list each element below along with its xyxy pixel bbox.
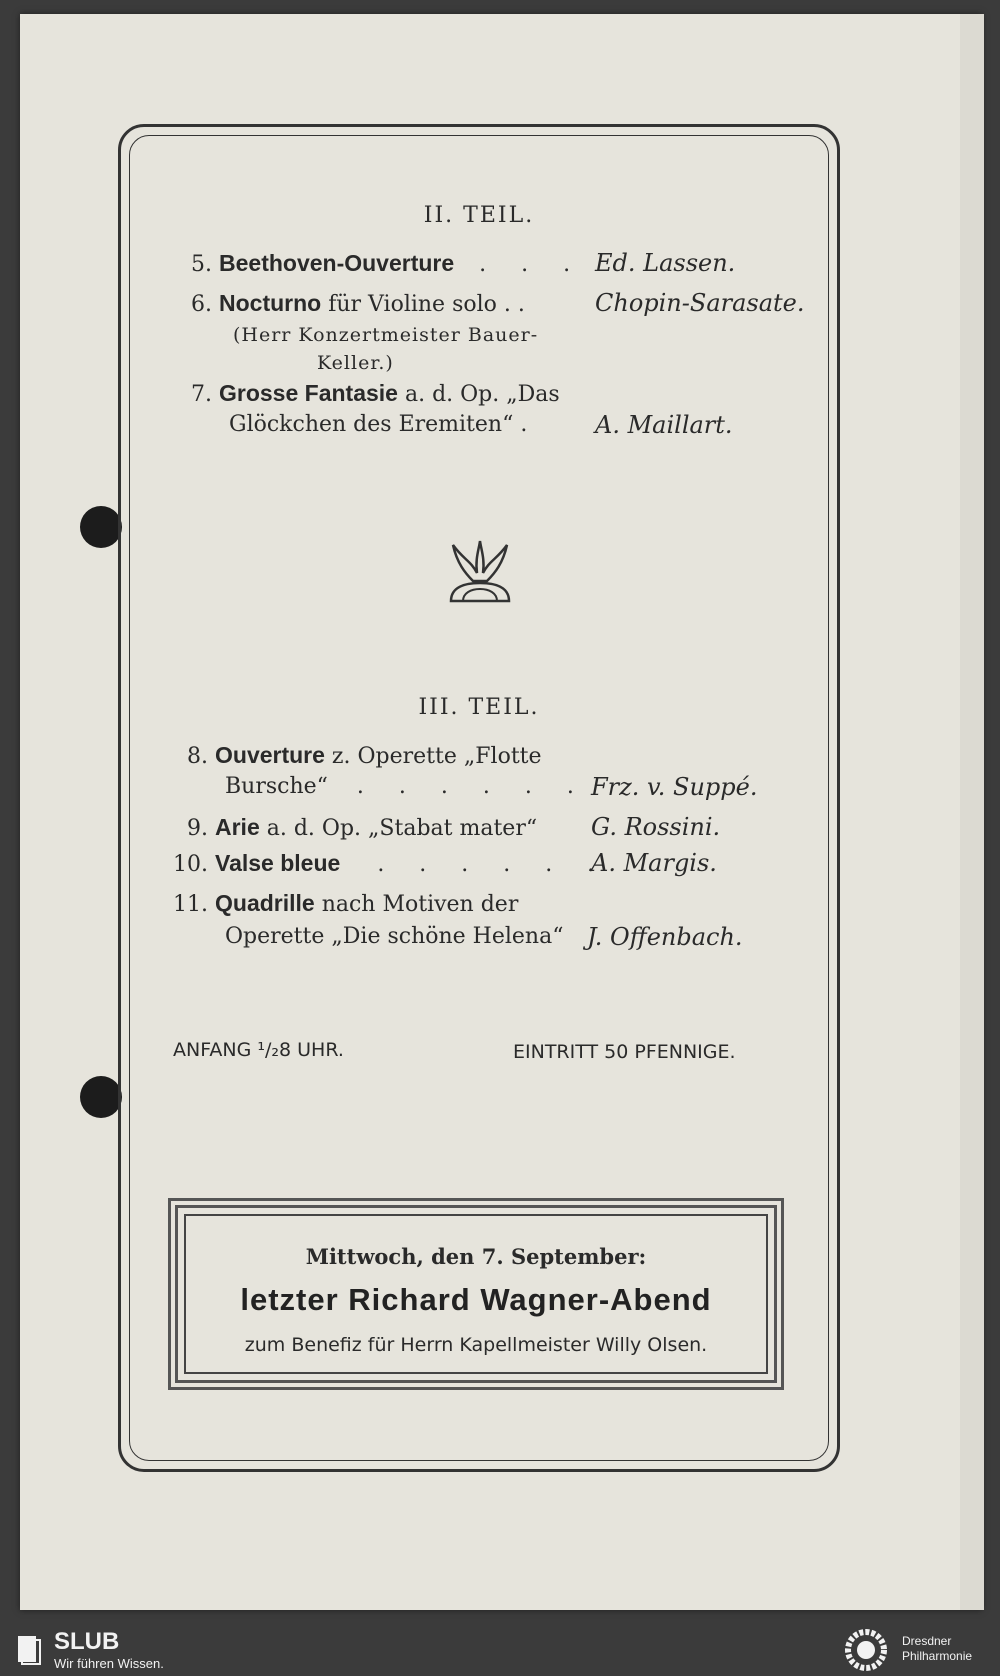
item-title: Valse bleue	[215, 850, 341, 876]
item-number: 9.	[187, 816, 208, 841]
item-rest: nach Motiven der	[314, 892, 519, 917]
item-title: Ouverture	[215, 742, 325, 768]
composer-10: A. Margis.	[591, 849, 717, 877]
item-8	[187, 739, 542, 773]
composer-9: G. Rossini.	[591, 813, 721, 841]
item-title: Quadrille	[215, 890, 315, 916]
composer-7: A. Maillart.	[595, 411, 733, 439]
part3-title: III. TEIL.	[418, 695, 540, 720]
bottom-bar	[0, 1624, 1000, 1676]
announcement-title: letzter Richard Wagner-Abend	[240, 1282, 712, 1317]
start-time: ANFANG ¹/₂8 UHR.	[173, 1039, 344, 1061]
punch-hole-top	[80, 506, 122, 548]
composer-11: J. Offenbach.	[587, 923, 743, 951]
item-line-2: Bursche“	[225, 774, 328, 799]
philharmonie-line-1: Dresdner	[902, 1634, 952, 1648]
slub-tagline: Wir führen Wissen.	[54, 1656, 164, 1671]
item-number: 5.	[191, 252, 212, 277]
entry-fee: EINTRITT 50 PFENNIGE.	[513, 1041, 736, 1063]
item-number: 8.	[187, 744, 208, 769]
announcement-box	[168, 1198, 784, 1390]
punch-hole-bottom	[80, 1076, 122, 1118]
item-7-line-2: Glöckchen des Eremiten“ .	[229, 412, 528, 437]
item-title: Beethoven-Ouverture	[219, 250, 455, 276]
item-number: 11.	[173, 892, 208, 917]
item-5	[191, 247, 584, 281]
item-9	[187, 811, 537, 845]
philharmonie-logo-icon	[842, 1628, 890, 1672]
leader-dots: . . . . . .	[377, 852, 609, 877]
item-6-note-2: Keller.)	[317, 352, 394, 374]
item-6	[191, 287, 525, 321]
lily-ornament-icon	[445, 539, 515, 611]
composer-5: Ed. Lassen.	[595, 249, 736, 277]
item-6-note-1: (Herr Konzertmeister Bauer-	[233, 324, 539, 346]
item-8-line-2	[225, 771, 588, 803]
announcement-date: Mittwoch, den 7. September:	[305, 1244, 647, 1269]
philharmonie-logo-text	[902, 1634, 972, 1664]
slub-logo-text: SLUB	[54, 1628, 120, 1655]
page-edge	[960, 14, 984, 1610]
item-number: 10.	[173, 852, 208, 877]
part2-title: II. TEIL.	[423, 203, 535, 228]
item-10	[173, 847, 608, 881]
composer-6: Chopin-Sarasate.	[595, 289, 805, 317]
composer-8: Frz. v. Suppé.	[591, 773, 758, 801]
item-title: Grosse Fantasie	[219, 380, 398, 406]
item-rest: a. d. Op. „Stabat mater“	[259, 816, 538, 841]
announcement-subtitle: zum Benefiz für Herrn Kapellmeister Willy Olsen.	[244, 1334, 708, 1356]
leader-dots: . . .	[479, 252, 585, 277]
item-title: Nocturno	[219, 290, 322, 316]
item-11	[173, 887, 518, 921]
item-number: 7.	[191, 382, 212, 407]
leader-dots: . . . . . .	[356, 774, 588, 799]
item-11-line-2: Operette „Die schöne Helena“	[225, 924, 564, 949]
item-7	[191, 377, 560, 411]
item-title: Arie	[215, 814, 260, 840]
slub-book-icon	[16, 1634, 42, 1666]
item-rest: für Violine solo . .	[321, 292, 525, 317]
item-rest: z. Operette „Flotte	[324, 744, 542, 769]
item-number: 6.	[191, 292, 212, 317]
philharmonie-line-2: Philharmonie	[902, 1649, 973, 1663]
item-rest: a. d. Op. „Das	[397, 382, 560, 407]
